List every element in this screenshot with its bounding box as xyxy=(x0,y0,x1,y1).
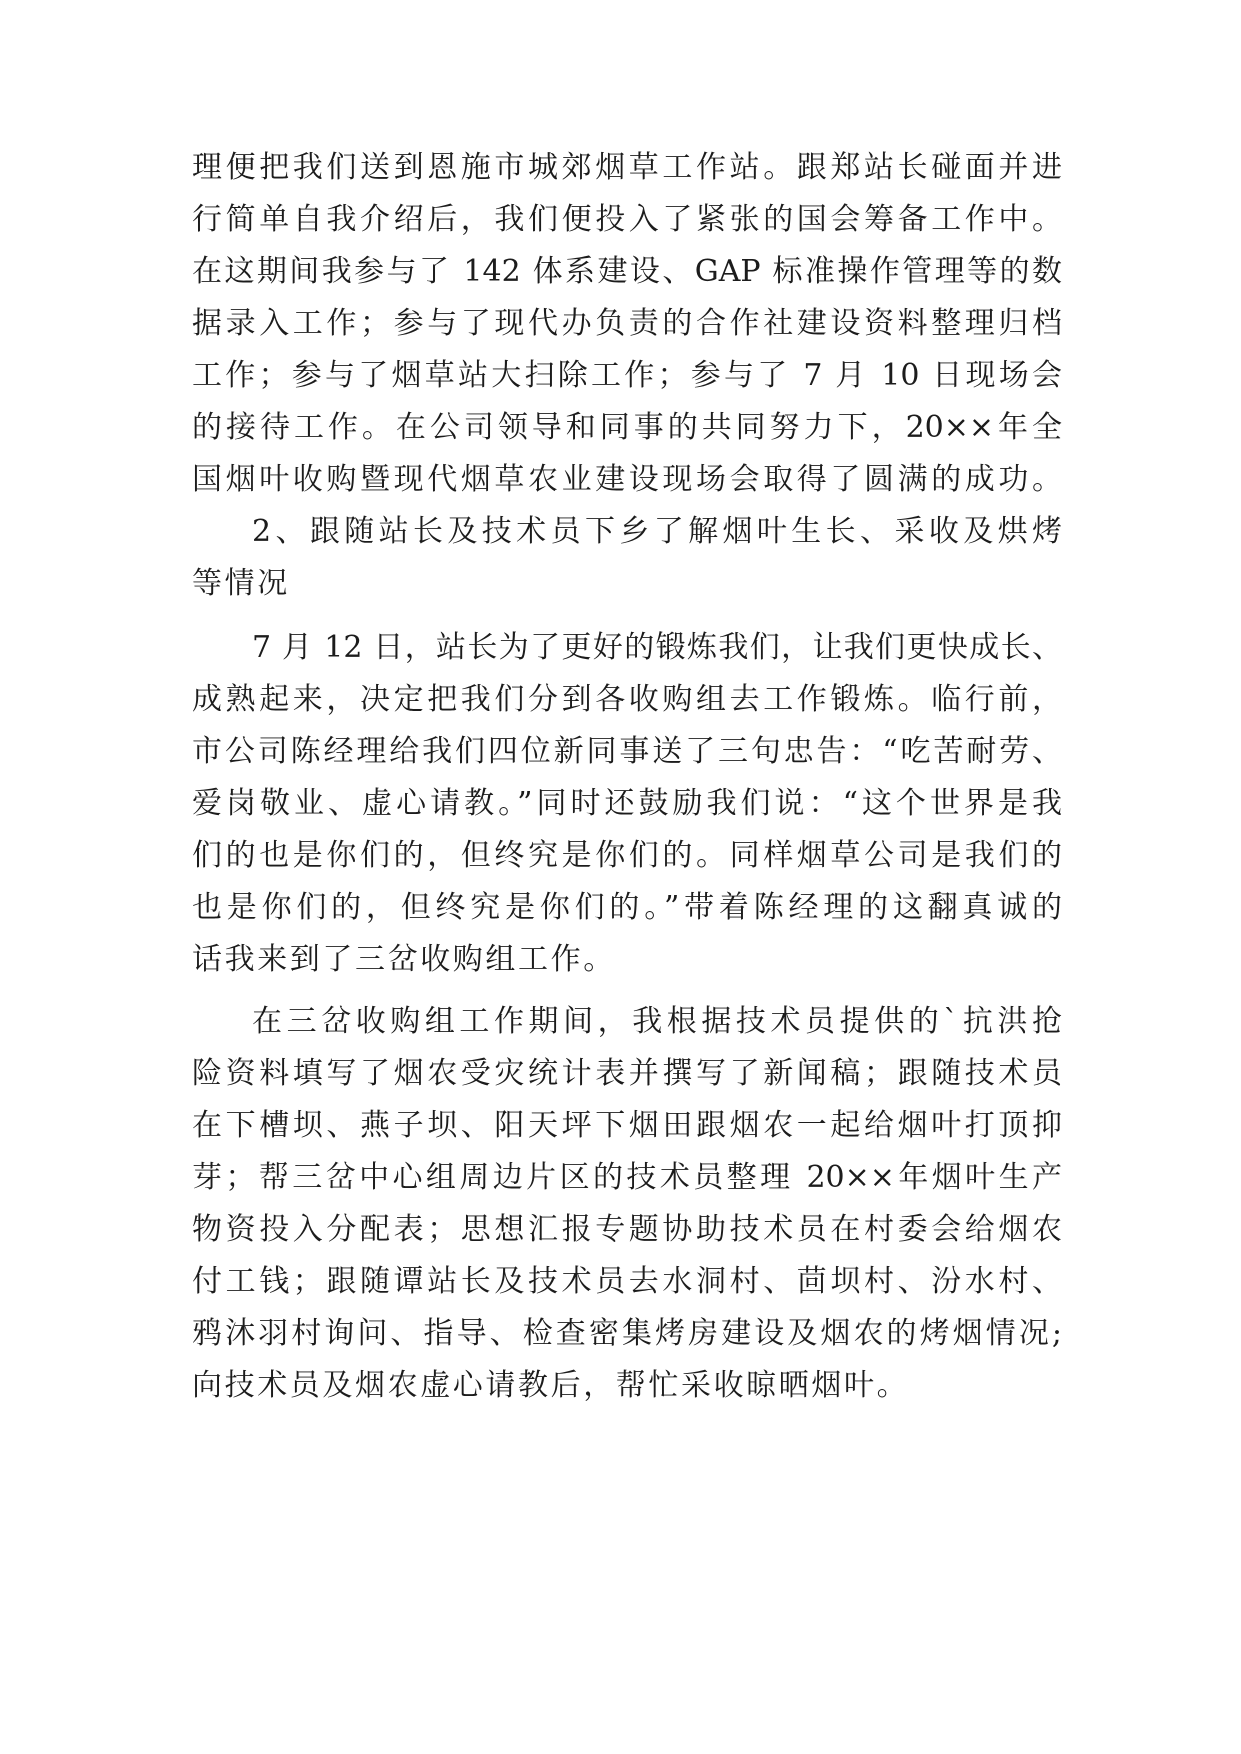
text-line: 物资投入分配表；思想汇报专题协助技术员在村委会给烟农 xyxy=(192,1212,1062,1247)
text-line: 付工钱；跟随谭站长及技术员去水洞村、茴坝村、汾水村、 xyxy=(192,1264,1062,1299)
text-line: 爱岗敬业、虚心请教。”同时还鼓励我们说：“这个世界是我 xyxy=(192,786,1062,821)
section-heading: 2、跟随站长及技术员下乡了解烟叶生长、采收及烘烤 xyxy=(252,514,1062,549)
text-line: 在这期间我参与了 142 体系建设、GAP 标准操作管理等的数 xyxy=(192,254,1062,289)
text-line: 在三岔收购组工作期间，我根据技术员提供的`抗洪抢 xyxy=(252,1004,1062,1039)
text-line: 工作；参与了烟草站大扫除工作；参与了 7 月 10 日现场会 xyxy=(192,358,1062,393)
text-line: 也是你们的，但终究是你们的。”带着陈经理的这翻真诚的 xyxy=(192,890,1062,925)
text-line: 市公司陈经理给我们四位新同事送了三句忠告：“吃苦耐劳、 xyxy=(192,734,1062,769)
text-line: 国烟叶收购暨现代烟草农业建设现场会取得了圆满的成功。 xyxy=(192,462,1062,497)
text-line: 芽；帮三岔中心组周边片区的技术员整理 20××年烟叶生产 xyxy=(192,1160,1062,1195)
text-line: 在下槽坝、燕子坝、阳天坪下烟田跟烟农一起给烟叶打顶抑 xyxy=(192,1108,1062,1143)
text-line: 险资料填写了烟农受灾统计表并撰写了新闻稿；跟随技术员 xyxy=(192,1056,1062,1091)
section-heading-continuation: 等情况 xyxy=(192,566,290,601)
text-line: 话我来到了三岔收购组工作。 xyxy=(192,942,616,977)
text-line: 们的也是你们的，但终究是你们的。同样烟草公司是我们的 xyxy=(192,838,1062,873)
text-line: 的接待工作。在公司领导和同事的共同努力下，20××年全 xyxy=(192,410,1062,445)
text-line: 向技术员及烟农虚心请教后，帮忙采收晾晒烟叶。 xyxy=(192,1368,910,1403)
text-line: 理便把我们送到恩施市城郊烟草工作站。跟郑站长碰面并进 xyxy=(192,150,1062,185)
text-line: 行简单自我介绍后，我们便投入了紧张的国会筹备工作中。 xyxy=(192,202,1062,237)
text-line: 7 月 12 日，站长为了更好的锻炼我们，让我们更快成长、 xyxy=(252,630,1062,665)
text-line: 成熟起来，决定把我们分到各收购组去工作锻炼。临行前， xyxy=(192,682,1062,717)
text-line: 据录入工作；参与了现代办负责的合作社建设资料整理归档 xyxy=(192,306,1062,341)
text-line: 鸦沐羽村询问、指导、检查密集烤房建设及烟农的烤烟情况; xyxy=(192,1316,1062,1351)
